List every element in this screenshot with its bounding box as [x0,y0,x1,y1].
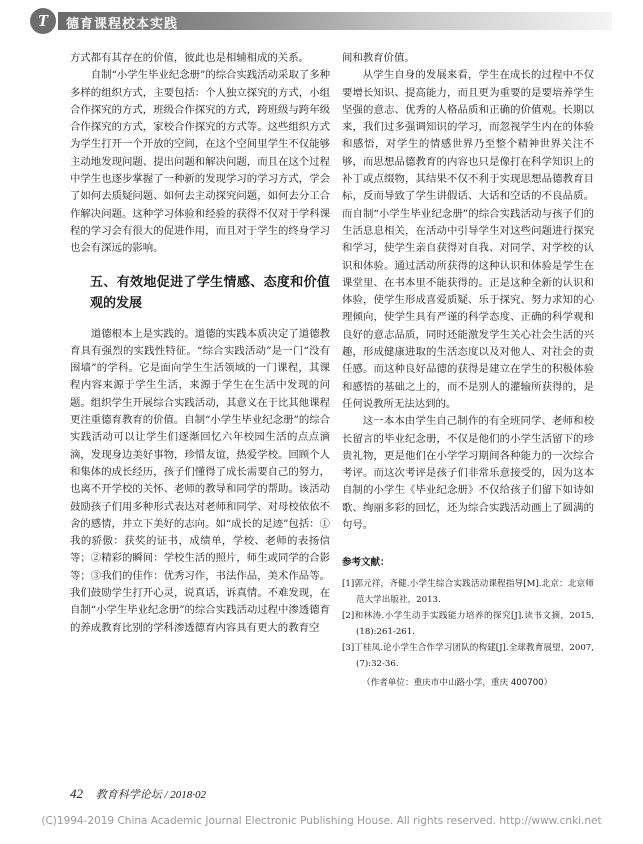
paragraph: 道德根本上是实践的。道德的实践本质决定了道德教育具有强烈的实践性特征。“综合实践活动”是一门“没有围墙”的学科。它是面向学生生活领域的一门课程，其课程内容来源于学生生活，来源于学生在生活中发现的问题。组织学生开展综合实践活动，其意义在于比其他课程更注重德育教育的价值。自制“小学生毕业纪念册”的综合实践活动可以让学生们逐渐回忆六年校园生活的点点滴滴，发现身边美好事物，珍惜友谊，热爱学校。回顾个人和集体的成长经历，孩子们懂得了成长需要自己的努力，也离不开学校的关怀、老师的教导和同学的帮助。该活动鼓励孩子们用多种形式表达对老师和同学、对母校依依不舍的感情，并立下美好的志向。如“成长的足迹”包括：①我的骄傲：获奖的证书，成绩单，学校、老师的表扬信等；②精彩的瞬间：学校生活的照片，师生或同学的合影等；③我们的佳作：优秀习作，书法作品，美术作品等。我们鼓励学生打开心灵，说真话，诉真情。不难发现，在自制“小学生毕业纪念册”的综合实践活动过程中渗透德育的养成教育比别的学科渗透德育内容具有更大的教育空 [70,327,330,634]
paragraph: 这一本本由学生自己制作的有全班同学、老师和校长留言的毕业纪念册，不仅是他们的小学生活留下的珍贵礼物，更是他们在小学学习期间各种能力的一次综合考评。而这次考评是孩子们非常乐意接受的，因为这本自制的小学生《毕业纪念册》不仅给孩子们留下如诗如歌、绚丽多彩的回忆，还为综合实践活动画上了圆满的句号。 [342,415,594,532]
references [342,554,594,690]
section-heading: 五、有效地促进了学生情感、态度和价值观的发展 [90,274,330,311]
right-column [342,50,594,691]
paragraph: 间和教育价值。 [342,52,415,64]
column-title: 德育课程校本实践 [66,17,179,32]
journal-name: 教育科学论坛 / 2018·02 [95,789,207,801]
paragraph: 从学生自身的发展来看，学生在成长的过程中不仅要增长知识、提高能力，而且更为重要的是要培养学生坚强的意志、优秀的人格品质和正确的价值观。长期以来，我们过多强调知识的学习，而忽视学生内在的体验和感悟，对学生的情感世界乃至整个精神世界关注不够，而思想品德教育的内容也只是像打在科学知识上的补丁或点缀物，其结果不仅不利于实现思想品德教育目标，反而导致了学生讲假话、大话和空话的不良品质。而自制“小学生毕业纪念册”的综合实践活动与孩子们的生活息息相关，在活动中引导学生对这些问题进行探究和学习，使学生亲自获得对自我、对同学、对学校的认识和体验。通过活动所获得的这种认识和体验是学生在课堂里、在书本里不能获得的。正是这种全新的认识和体验，使学生形成喜爱质疑、乐于探究、努力求知的心理倾向，使学生具有严谨的科学态度、正确的科学观和良好的意志品质，同时还能激发学生关心社会生活的兴趣，形成健康进取的生活态度以及对他人、对社会的责任感。而这种良好品德的获得是建立在学生的积极体验和感悟的基础之上的，而不是别人的灌输所获得的，是任何说教所无法达到的。 [342,69,594,410]
reference-item: [3]丁桂凤.论小学生合作学习团队的构建[J].全球教育展望，2007,(7):32-36. [342,642,594,669]
journal-logo-icon: T [30,8,56,34]
paragraph: 自制“小学生毕业纪念册”的综合实践活动采取了多种多样的组织方式，主要包括：个人独立探究的方式，小组合作探究的方式，班级合作探究的方式，跨班级与跨年级合作探究的方式，家校合作探究的方式等。这些组织方式为学生打开一个开放的空间，在这个空间里学生不仅能够主动地发现问题、提出问题和解决问题，而且在这个过程中学生也逐步掌握了一种新的发现学习的学习方式，学会了如何去质疑问题、如何去主动探究问题，如何去分工合作解决问题。这种学习体验和经验的获得不仅对于学科课程的学习会有很大的促进作用，而且对于学生的终身学习也会有深远的影响。 [70,69,331,255]
page-header [30,8,620,32]
left-column [70,50,330,637]
reference-item: [2]和林涛.小学生动手实践能力培养的探究[J].读书文摘，2015,(18):261-261. [342,610,594,637]
page-footer [70,786,206,802]
page-number: 42 [70,786,83,801]
copyright-notice: (C)1994-2019 China Academic Journal Electronic Publishing House. All rights reserved. http://www.cnki.net [41,815,602,827]
reference-item: [1]郭元祥，齐健.小学生综合实践活动课程指导[M].北京：北京师范大学出版社，2013. [342,578,594,605]
author-affiliation: （作者单位：重庆市中山路小学，重庆 400700） [362,677,553,688]
paragraph: 方式都有其存在的价值，彼此也是相辅相成的关系。 [70,52,309,64]
references-heading: 参考文献： [342,557,390,569]
